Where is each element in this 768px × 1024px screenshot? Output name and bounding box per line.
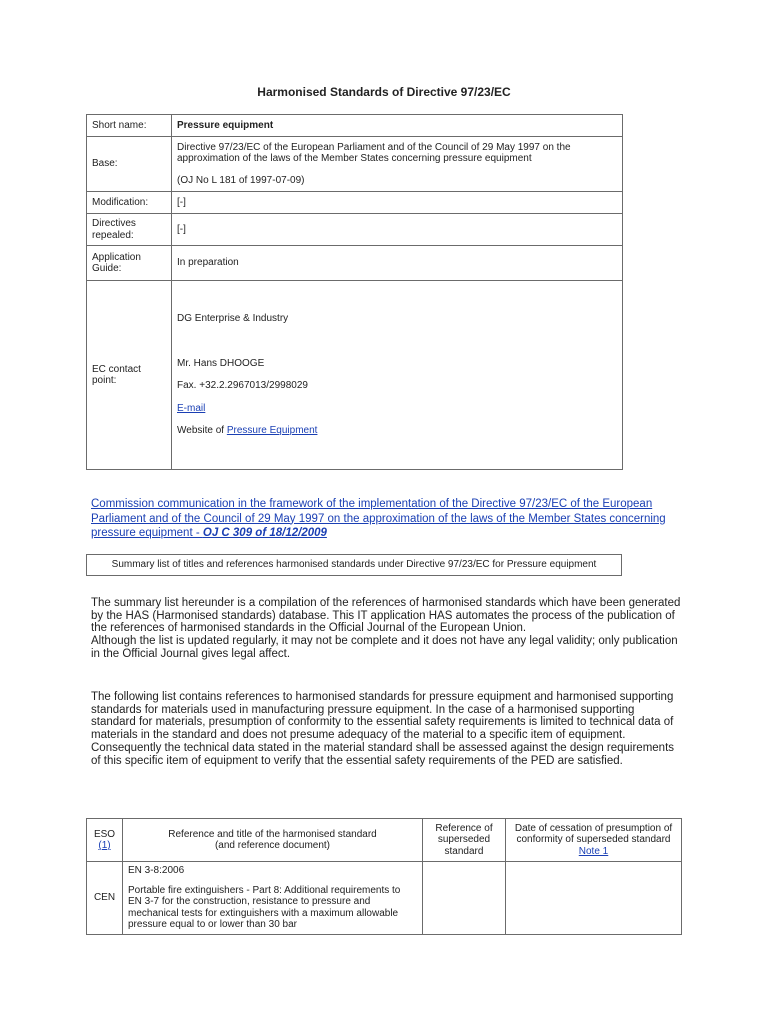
row-ref-code: EN 3-8:2006 bbox=[128, 865, 185, 876]
intro-paragraph bbox=[91, 597, 681, 661]
communication-text: Commission communication in the framework of the implementation of the Directive 97/23/EC of the European Parliament and of the Council of 29 May 1997 on the approximation of the laws of the Member States concerning pressure equipment - bbox=[91, 498, 666, 539]
directive-info-table bbox=[86, 114, 623, 470]
oj-reference: OJ C 309 of 18/12/2009 bbox=[202, 527, 327, 539]
modification-label: Modification: bbox=[87, 192, 172, 214]
base-oj: (OJ No L 181 of 1997-07-09) bbox=[177, 174, 305, 186]
modification-value: [-] bbox=[172, 192, 623, 214]
header-superseded: Reference of superseded standard bbox=[423, 819, 506, 862]
standards-header-row bbox=[87, 819, 682, 862]
row-guide bbox=[87, 246, 623, 281]
row-short-name bbox=[87, 115, 623, 137]
pressure-equipment-link[interactable]: Pressure Equipment bbox=[226, 425, 318, 437]
header-eso bbox=[87, 819, 123, 862]
row-contact bbox=[87, 281, 623, 470]
row-repealed bbox=[87, 214, 623, 246]
standards-table bbox=[86, 818, 682, 935]
cessation-note-link[interactable]: Note 1 bbox=[578, 845, 609, 857]
table-row bbox=[87, 862, 682, 935]
contact-fax: Fax. +32.2.2967013/2998029 bbox=[177, 380, 308, 392]
row-superseded bbox=[423, 862, 506, 935]
base-cell bbox=[172, 137, 623, 192]
header-cessation-label: Date of cessation of presumption of conformity of superseded standard bbox=[514, 822, 673, 846]
contact-label: EC contact point: bbox=[87, 281, 172, 470]
row-cessation bbox=[506, 862, 682, 935]
eso-note-link[interactable]: (1) bbox=[98, 840, 111, 851]
intro-text-a: The summary list hereunder is a compilation of the references of harmonised standards which have been generated by the HAS (Harmonised standards) database. This IT application HAS automates the process of the publication of the references of harmonised standards in the Official Journal of the European Union. bbox=[91, 597, 681, 635]
header-cessation bbox=[506, 819, 682, 862]
short-name-label: Short name: bbox=[87, 115, 172, 137]
header-reference-line2: (and reference document) bbox=[214, 840, 331, 851]
email-link[interactable]: E-mail bbox=[177, 402, 206, 414]
guide-label: Application Guide: bbox=[87, 246, 172, 281]
contact-dg: DG Enterprise & Industry bbox=[177, 313, 289, 325]
row-base bbox=[87, 137, 623, 192]
row-modification bbox=[87, 192, 623, 214]
row-ref-title: Portable fire extinguishers - Part 8: Additional requirements to EN 3-7 for the construction, resistance to pressure and mechanical tests for extinguishers with a maximum allowable pressure equal to or lower than 30 bar bbox=[128, 884, 401, 930]
contact-name: Mr. Hans DHOOGE bbox=[177, 357, 265, 369]
base-text: Directive 97/23/EC of the European Parliament and of the Council of 29 May 1997 on the approximation of the laws of the Member States concerning pressure equipment bbox=[177, 141, 571, 165]
repealed-value: [-] bbox=[172, 214, 623, 246]
repealed-label: Directives repealed: bbox=[87, 214, 172, 246]
header-reference bbox=[123, 819, 423, 862]
scope-paragraph: The following list contains references to harmonised standards for pressure equipment and harmonised supporting standards for materials used in manufacturing pressure equipment. In the case of a harmonised supporting standard for materials, presumption of conformity to the essential safety requirements is limited to technical data of materials in the standard and does not presume adequacy of the material to a specific item of equipment. Consequently the technical data stated in the material standard shall be assessed against the design requirements of this specific item of equipment to verify that the essential safety requirements of the PED are satisfied. bbox=[91, 691, 675, 767]
contact-website bbox=[177, 425, 617, 437]
short-name-value: Pressure equipment bbox=[172, 115, 623, 137]
website-prefix: Website of bbox=[177, 425, 227, 437]
guide-value: In preparation bbox=[172, 246, 623, 281]
contact-cell bbox=[172, 281, 623, 470]
intro-text-b: Although the list is updated regularly, it may not be complete and it does not have any legal validity; only publication in the Official Journal gives legal affect. bbox=[91, 635, 678, 660]
header-reference-line1: Reference and title of the harmonised standard bbox=[168, 828, 377, 840]
base-label: Base: bbox=[87, 137, 172, 192]
header-eso-label: ESO bbox=[93, 828, 116, 840]
summary-list-box: Summary list of titles and references harmonised standards under Directive 97/23/EC for Pressure equipment bbox=[86, 554, 622, 576]
row-reference bbox=[123, 862, 423, 935]
row-eso: CEN bbox=[87, 862, 123, 935]
commission-communication-link[interactable] bbox=[91, 497, 681, 541]
page-title: Harmonised Standards of Directive 97/23/EC bbox=[257, 85, 511, 99]
